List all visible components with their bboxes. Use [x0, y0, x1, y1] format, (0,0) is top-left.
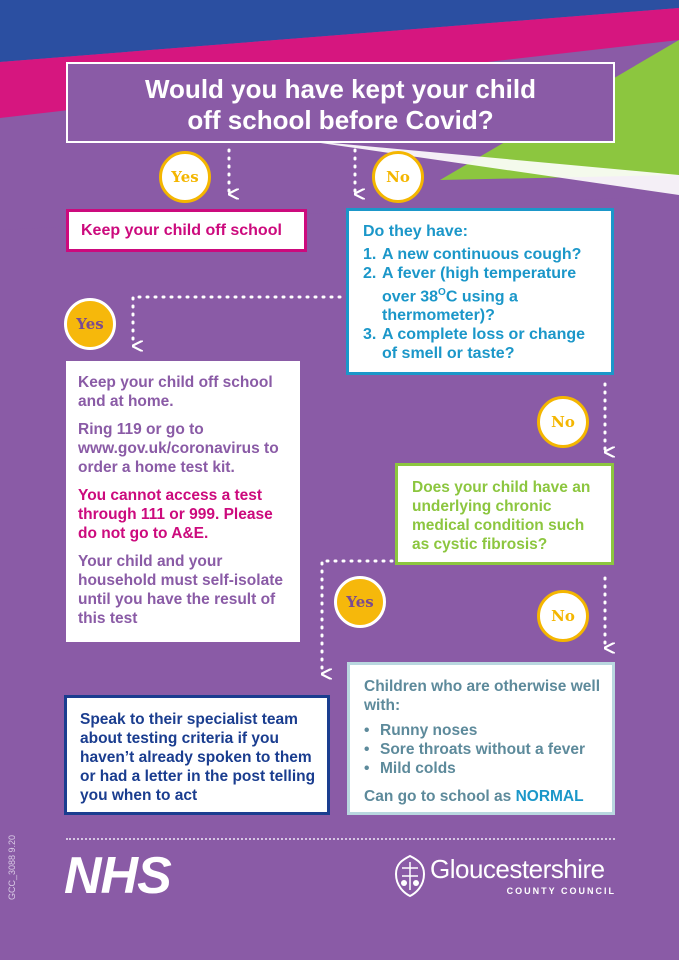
no-badge-3: No: [537, 590, 589, 642]
go-to-school-text: Can go to school as NORMAL: [364, 788, 584, 805]
title-line-1: Would you have kept your child: [144, 74, 536, 104]
symptoms-list: [363, 245, 601, 363]
no-badge-1: No: [372, 151, 424, 203]
nhs-logo: NHS: [64, 847, 171, 905]
list-item: • Runny noses: [364, 722, 478, 739]
mild-symptoms-list: [364, 721, 606, 778]
yes-badge-1: Yes: [159, 151, 211, 203]
symptoms-box: [346, 208, 614, 375]
yes-badge-3: Yes: [334, 576, 386, 628]
keep-off-school-text: Keep your child off school: [81, 222, 282, 239]
order-test-text: Ring 119 or go to www.gov.uk/coronavirus to order a home test kit.: [78, 421, 279, 476]
list-item: • Sore throats without a fever: [364, 741, 585, 758]
symptoms-heading: Do they have:: [363, 223, 468, 240]
go-to-school-box: [347, 662, 615, 815]
question-title-box: [66, 62, 615, 143]
keep-off-school-box: [66, 209, 307, 252]
specialist-text: Speak to their specialist team about testing criteria if you haven’t already spoken to them or had a letter in the post telling you when to act: [80, 711, 316, 804]
print-code: GCC_3088 9.20: [7, 834, 17, 900]
list-item: • Mild colds: [364, 760, 456, 777]
self-isolate-text: Your child and your household must self-isolate until you have the result of this test: [78, 553, 283, 627]
title-line-2: off school before Covid?: [187, 105, 494, 135]
chronic-condition-text: Does your child have an underlying chronic medical condition such as cystic fibrosis?: [412, 479, 591, 553]
symptom-item: 2. A fever (high temperature over $38^OC$ using a thermometer)?: [363, 265, 577, 325]
council-crest-icon: [392, 854, 428, 898]
no-badge-2: No: [537, 396, 589, 448]
no-111-warning: You cannot access a test through 111 or 999. Please do not go to A&E.: [78, 487, 273, 542]
council-name: Gloucestershire: [430, 854, 605, 884]
council-logo: [392, 852, 616, 900]
otherwise-well-text: Children who are otherwise well with:: [364, 678, 600, 714]
yes-badge-2: Yes: [64, 298, 116, 350]
specialist-box: [64, 695, 330, 815]
home-test-box: [66, 361, 300, 642]
keep-home-text: Keep your child off school and at home.: [78, 374, 273, 410]
chronic-condition-box: [395, 463, 614, 565]
council-subtitle: COUNTY COUNCIL: [506, 886, 616, 896]
footer-divider: [66, 838, 615, 840]
symptom-item: 3. A complete loss or change of smell or taste?: [363, 326, 586, 363]
symptom-item: 1. A new continuous cough?: [363, 246, 582, 263]
